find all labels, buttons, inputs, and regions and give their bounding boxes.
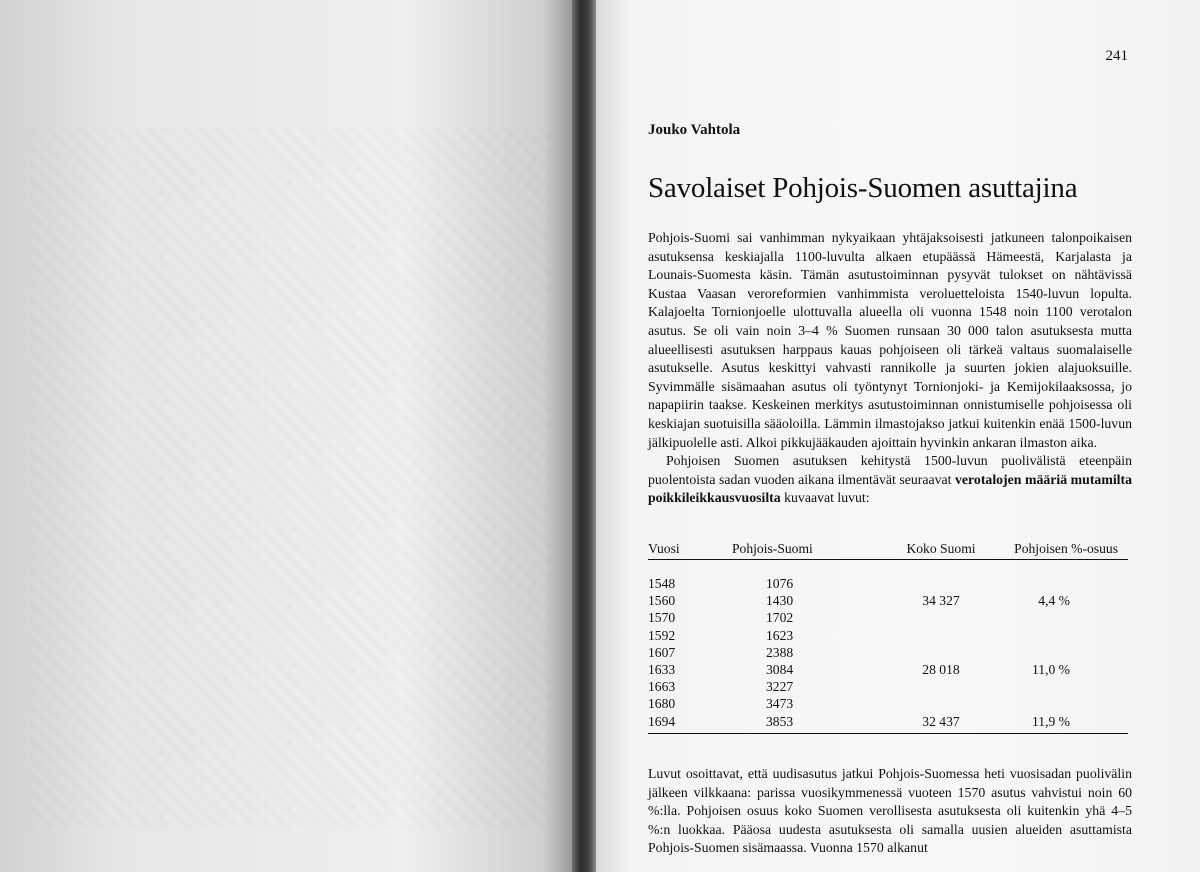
right-page xyxy=(596,0,1200,872)
cell-year: 1633 xyxy=(648,662,676,678)
header-all-finland: Koko Suomi xyxy=(886,541,996,560)
cell-year: 1607 xyxy=(648,644,676,660)
cell-north: 1076 xyxy=(766,576,794,591)
cell-all-finland xyxy=(886,695,996,712)
left-page-ghost-image xyxy=(30,128,550,828)
cell-all-finland xyxy=(886,644,996,661)
cell-all-finland: 32 437 xyxy=(886,713,996,734)
cell-north: 3473 xyxy=(766,696,794,712)
cell-north-share xyxy=(996,695,1128,712)
paragraph-3: Luvut osoittavat, että uudisasutus jatkui Pohjois-Suomessa heti vuosisadan puolivälin jälkeen vilkkaana: parissa vuosikymmenessä vuoteen 1570 asutus vahvistui noin 60 %:lla. Pohjoisen osuus koko Suomen verollisesta asutuksesta oli kuitenkin yhä 4–5 %:n luokkaa. Pääosa uudesta asutuksesta oli samalla uusien alueiden asuttamista Pohjois-Suomen sisämaassa. Vuonna 1570 alkanut xyxy=(648,766,1132,856)
cell-all-finland: 34 327 xyxy=(922,593,960,609)
cell-year: 1548 xyxy=(648,576,676,591)
tax-house-table xyxy=(648,541,1128,734)
cell-north: 3084 xyxy=(766,662,794,678)
cell-north-share: 11,9 % xyxy=(996,713,1128,734)
table-row xyxy=(648,644,1128,661)
cell-year: 1694 xyxy=(648,713,710,734)
cell-north-share: 4,4 % xyxy=(1038,593,1070,609)
cell-north-share xyxy=(996,609,1128,626)
intro-text xyxy=(648,229,1132,508)
cell-north-share: 11,0 % xyxy=(1031,662,1070,678)
author-name: Jouko Vahtola xyxy=(648,122,741,138)
table-header-row xyxy=(648,541,1128,560)
cell-north: 1430 xyxy=(766,593,794,609)
table-row xyxy=(648,713,1128,734)
cell-north: 1702 xyxy=(766,610,794,626)
cell-north: 2388 xyxy=(766,644,794,660)
cell-all-finland: 28 018 xyxy=(922,662,960,678)
table-row xyxy=(648,695,1128,712)
cell-year: 1680 xyxy=(648,696,676,712)
paragraph-2 xyxy=(648,452,1132,508)
table-row xyxy=(648,627,1128,644)
cell-north: 1623 xyxy=(766,627,794,643)
cell-north-share xyxy=(996,644,1128,661)
cell-all-finland xyxy=(886,627,996,644)
cell-north-share xyxy=(996,627,1128,644)
table-row xyxy=(648,592,1128,609)
cell-year: 1592 xyxy=(648,627,676,643)
paragraph-2-tail: kuvaavat luvut: xyxy=(780,490,870,506)
cell-all-finland xyxy=(886,678,996,695)
header-north: Pohjois-Suomi xyxy=(710,541,886,560)
paragraph-2-bold: verotalojen määriä mutamilta poikkileikkausvuosilta xyxy=(648,471,1132,506)
after-table-text xyxy=(648,765,1132,858)
cell-north: 3853 xyxy=(710,713,886,734)
paragraph-1: Pohjois-Suomi sai vanhimman nykyaikaan yhtäjaksoisesti jatkuneen talonpoikaisen asutuksensa keskiajalla 1100-luvulta alkaen etupäässä Hämeestä, Karjalasta ja Lounais-Suomesta käsin. Tämän asutustoiminnan pysyvät tulokset on nähtävissä Kustaa Vaasan veroreformien vanhimmista veroluetteloista 1540-luvun lopulta. Kalajoelta Tornionjoelle ulottuvalla alueella oli vuonna 1548 noin 1100 verotalon asutus. Se oli vain noin 3–4 % Suomen runsaan 30 000 talon asutuksesta mutta alueellisesti asutuksen harppaus kauas pohjoiseen oli tärkeä valtaus suomalaiselle asutukselle. Asutus keskittyi vahvasti rannikolle ja suurten jokien alajuoksuille. Syvimmälle sisämaahan asutus oli työntynyt Tornionjoki- ja Kemijokilaaksossa, jo napapiirin taakse. Keskeinen merkitys asutustoiminnan onnistumiselle pohjoisessa oli keskiajan suotuisilla sääoloilla. Lämmin ilmastojakso jatkui kuitenkin enää 1500-luvun jälkipuolelle asti. Alkoi pikkujääkauden ajoittain hyvinkin ankaran ilmaston aika. xyxy=(648,230,1132,450)
table-row xyxy=(648,560,1128,593)
cell-year: 1560 xyxy=(648,593,676,609)
cell-year: 1663 xyxy=(648,679,676,695)
cell-year: 1570 xyxy=(648,610,676,626)
cell-north-share xyxy=(996,678,1128,695)
table-body xyxy=(648,560,1128,734)
header-year: Vuosi xyxy=(648,541,710,560)
table-row xyxy=(648,661,1128,678)
header-north-share: Pohjoisen %-osuus xyxy=(996,541,1128,560)
cell-north: 3227 xyxy=(766,679,794,695)
left-page-faded xyxy=(0,0,578,872)
paragraph-2-lead: Pohjoisen Suomen asutuksen kehitystä 1500-luvun puolivälistä eteenpäin puolentoista sadan vuoden aikana ilmentävät seuraavat xyxy=(648,453,1132,487)
table-row xyxy=(648,678,1128,695)
page-number: 241 xyxy=(1105,48,1128,64)
cell-north-share xyxy=(996,560,1128,593)
table-row xyxy=(648,609,1128,626)
article-title: Savolaiset Pohjois-Suomen asuttajina xyxy=(648,172,1078,204)
cell-all-finland xyxy=(886,560,996,593)
cell-all-finland xyxy=(886,609,996,626)
